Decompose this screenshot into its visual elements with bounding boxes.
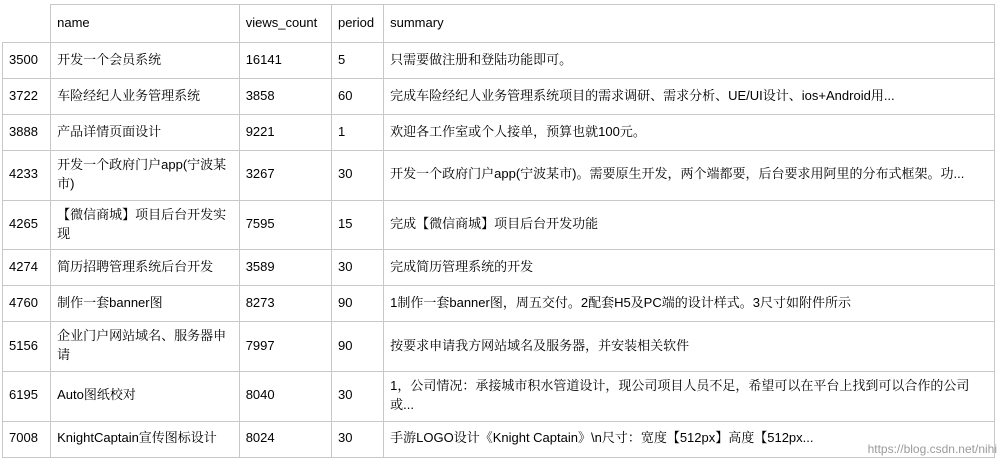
cell-summary: 开发一个政府门户app(宁波某市)。需要原生开发，两个端都要，后台要求用阿里的分布式框架。功... <box>384 151 995 201</box>
cell-period: 90 <box>331 286 383 322</box>
cell-summary: 按要求申请我方网站域名及服务器，并安装相关软件 <box>384 322 995 372</box>
cell-views-count: 16141 <box>239 43 331 79</box>
dataframe-table <box>2 4 995 458</box>
cell-name: 车险经纪人业务管理系统 <box>51 79 240 115</box>
cell-views-count: 8273 <box>239 286 331 322</box>
cell-views-count: 7595 <box>239 200 331 250</box>
cell-name: 企业门户网站域名、服务器申请 <box>51 322 240 372</box>
row-index: 3500 <box>3 43 51 79</box>
cell-views-count: 9221 <box>239 115 331 151</box>
table-header-row <box>3 5 995 43</box>
cell-name: 制作一套banner图 <box>51 286 240 322</box>
cell-summary: 只需要做注册和登陆功能即可。 <box>384 43 995 79</box>
row-index: 3888 <box>3 115 51 151</box>
row-index: 4233 <box>3 151 51 201</box>
table-row <box>3 286 995 322</box>
cell-name: 简历招聘管理系统后台开发 <box>51 250 240 286</box>
cell-period: 30 <box>331 250 383 286</box>
column-header-index <box>3 5 51 43</box>
cell-views-count: 3267 <box>239 151 331 201</box>
cell-views-count: 3589 <box>239 250 331 286</box>
cell-views-count: 7997 <box>239 322 331 372</box>
cell-summary: 1制作一套banner图，周五交付。2配套H5及PC端的设计样式。3尺寸如附件所示 <box>384 286 995 322</box>
cell-views-count: 8024 <box>239 421 331 457</box>
cell-name: 【微信商城】项目后台开发实现 <box>51 200 240 250</box>
cell-views-count: 8040 <box>239 372 331 422</box>
table-row <box>3 250 995 286</box>
column-header-period: period <box>331 5 383 43</box>
cell-period: 1 <box>331 115 383 151</box>
cell-summary: 完成【微信商城】项目后台开发功能 <box>384 200 995 250</box>
table-row <box>3 43 995 79</box>
cell-name: KnightCaptain宣传图标设计 <box>51 421 240 457</box>
row-index: 4760 <box>3 286 51 322</box>
row-index: 4274 <box>3 250 51 286</box>
cell-views-count: 3858 <box>239 79 331 115</box>
cell-summary: 完成简历管理系统的开发 <box>384 250 995 286</box>
column-header-views-count: views_count <box>239 5 331 43</box>
table-row <box>3 200 995 250</box>
table-row <box>3 322 995 372</box>
cell-summary: 欢迎各工作室或个人接单，预算也就100元。 <box>384 115 995 151</box>
column-header-name: name <box>51 5 240 43</box>
table-row <box>3 421 995 457</box>
table-row <box>3 79 995 115</box>
column-header-summary: summary <box>384 5 995 43</box>
cell-name: 开发一个会员系统 <box>51 43 240 79</box>
cell-period: 30 <box>331 421 383 457</box>
row-index: 4265 <box>3 200 51 250</box>
cell-period: 30 <box>331 151 383 201</box>
table-row <box>3 115 995 151</box>
cell-period: 15 <box>331 200 383 250</box>
cell-summary: 完成车险经纪人业务管理系统项目的需求调研、需求分析、UE/UI设计、ios+Android用... <box>384 79 995 115</box>
row-index: 7008 <box>3 421 51 457</box>
cell-summary: 1，公司情况：承接城市积水管道设计，现公司项目人员不足，希望可以在平台上找到可以合作的公司或... <box>384 372 995 422</box>
cell-name: Auto图纸校对 <box>51 372 240 422</box>
row-index: 6195 <box>3 372 51 422</box>
cell-period: 60 <box>331 79 383 115</box>
watermark-text: https://blog.csdn.net/nihi <box>867 441 997 456</box>
table-row <box>3 151 995 201</box>
table-row <box>3 372 995 422</box>
row-index: 5156 <box>3 322 51 372</box>
cell-period: 5 <box>331 43 383 79</box>
row-index: 3722 <box>3 79 51 115</box>
cell-period: 30 <box>331 372 383 422</box>
cell-period: 90 <box>331 322 383 372</box>
cell-name: 开发一个政府门户app(宁波某市) <box>51 151 240 201</box>
cell-name: 产品详情页面设计 <box>51 115 240 151</box>
cell-summary: 手游LOGO设计《Knight Captain》\n尺寸：宽度【512px】高度【512px... <box>384 421 995 457</box>
